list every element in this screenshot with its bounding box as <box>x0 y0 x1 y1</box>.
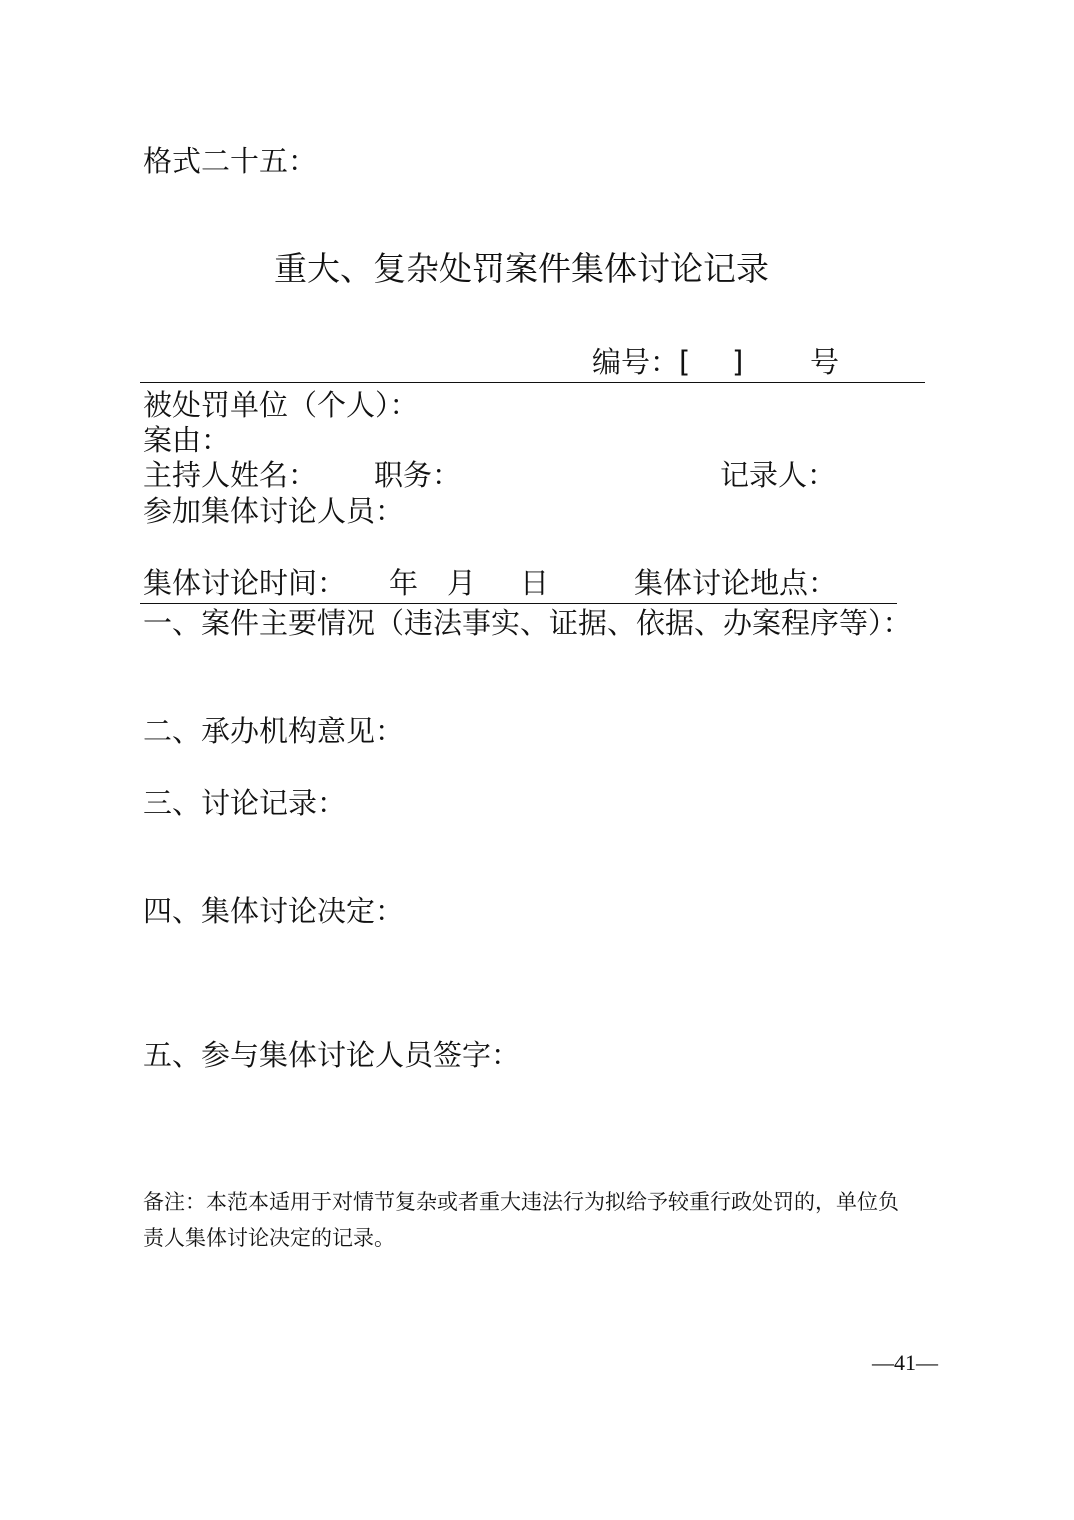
participants-field: 参加集体讨论人员： <box>143 494 405 528</box>
page-number: —41— <box>872 1350 938 1375</box>
note-line-1: 备注：本范本适用于对情节复杂或者重大违法行为拟给予较重行政处罚的，单位负 <box>143 1190 899 1214</box>
section-discussion-record: 三、讨论记录： <box>143 786 347 820</box>
note-line-2: 责人集体讨论决定的记录。 <box>143 1226 395 1250</box>
case-cause-field: 案由： <box>143 423 231 457</box>
punished-party-field: 被处罚单位（个人）： <box>143 388 419 422</box>
month-label: 月 <box>447 566 477 600</box>
number-suffix: 号 <box>810 345 840 379</box>
section-case-situation: 一、案件主要情况（违法事实、证据、依据、办案程序等）： <box>143 606 912 640</box>
discussion-place-field: 集体讨论地点： <box>634 566 838 600</box>
info-rule <box>140 603 897 604</box>
number-label: 编号：[ <box>592 345 691 379</box>
recorder-field: 记录人： <box>720 458 837 492</box>
section-collective-decision: 四、集体讨论决定： <box>143 894 405 928</box>
host-name-field: 主持人姓名： <box>143 458 318 492</box>
day-label: 日 <box>520 566 550 600</box>
header-rule <box>140 382 925 383</box>
section-handling-opinion: 二、承办机构意见： <box>143 714 405 748</box>
format-label: 格式二十五： <box>143 144 318 178</box>
document-title: 重大、复杂处罚案件集体讨论记录 <box>274 249 769 288</box>
number-bracket-close: ] <box>732 345 744 379</box>
section-signatures: 五、参与集体讨论人员签字： <box>143 1038 521 1072</box>
discussion-time-field: 集体讨论时间： <box>143 566 347 600</box>
position-field: 职务： <box>374 458 462 492</box>
year-label: 年 <box>389 566 419 600</box>
